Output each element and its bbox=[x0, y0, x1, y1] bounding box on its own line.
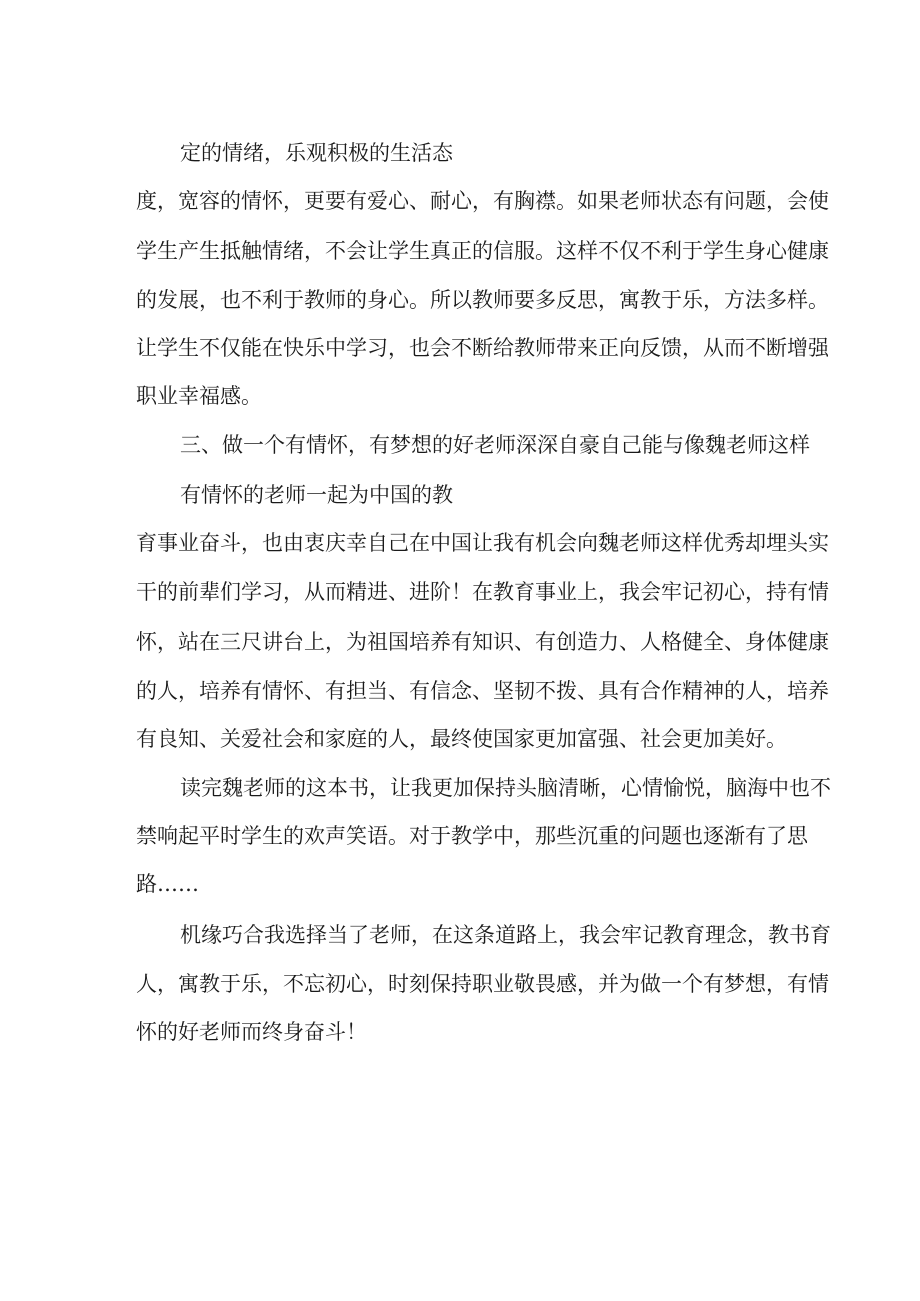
text-line: 的人，培养有情怀、有担当、有信念、坚韧不拨、具有合作精神的人，培养 bbox=[136, 679, 829, 703]
text-line: 机缘巧合我选择当了老师，在这条道路上，我会牢记教育理念，教书育 bbox=[180, 923, 831, 947]
text-line: 让学生不仅能在快乐中学习，也会不断给教师带来正向反馈，从而不断增强 bbox=[136, 336, 829, 360]
text-line: 怀，站在三尺讲台上，为祖国培养有知识、有创造力、人格健全、身体健康 bbox=[136, 630, 829, 654]
text-line: 有良知、关爱社会和家庭的人，最终使国家更加富强、社会更加美好。 bbox=[136, 727, 787, 751]
text-line: 度，宽容的情怀，更要有爱心、耐心，有胸襟。如果老师状态有问题，会使 bbox=[136, 189, 829, 213]
section-heading: 三、做一个有情怀，有梦想的好老师深深自豪自己能与像魏老师这样 bbox=[180, 433, 810, 457]
text-line: 的发展，也不利于教师的身心。所以教师要多反思，寓教于乐，方法多样。 bbox=[136, 288, 829, 312]
text-line: 育事业奋斗，也由衷庆幸自己在中国让我有机会向魏老师这样优秀却埋头实 bbox=[136, 531, 829, 555]
text-line: 有情怀的老师一起为中国的教 bbox=[180, 483, 453, 507]
text-line: 读完魏老师的这本书，让我更加保持头脑清晰，心情愉悦，脑海中也不 bbox=[180, 776, 831, 800]
text-line: 怀的好老师而终身奋斗！ bbox=[136, 1020, 367, 1044]
text-line: 人，寓教于乐，不忘初心，时刻保持职业敬畏感，并为做一个有梦想，有情 bbox=[136, 972, 829, 996]
text-line: 学生产生抵触情绪，不会让学生真正的信服。这样不仅不利于学生身心健康 bbox=[136, 239, 829, 263]
text-line: 定的情绪，乐观积极的生活态 bbox=[180, 141, 453, 165]
text-line: 路…… bbox=[136, 872, 199, 896]
text-line: 职业幸福感。 bbox=[136, 384, 262, 408]
text-line: 干的前辈们学习，从而精进、进阶！在教育事业上，我会牢记初心，持有情 bbox=[136, 580, 829, 604]
text-line: 禁响起平时学生的欢声笑语。对于教学中，那些沉重的问题也逐渐有了思 bbox=[136, 824, 808, 848]
